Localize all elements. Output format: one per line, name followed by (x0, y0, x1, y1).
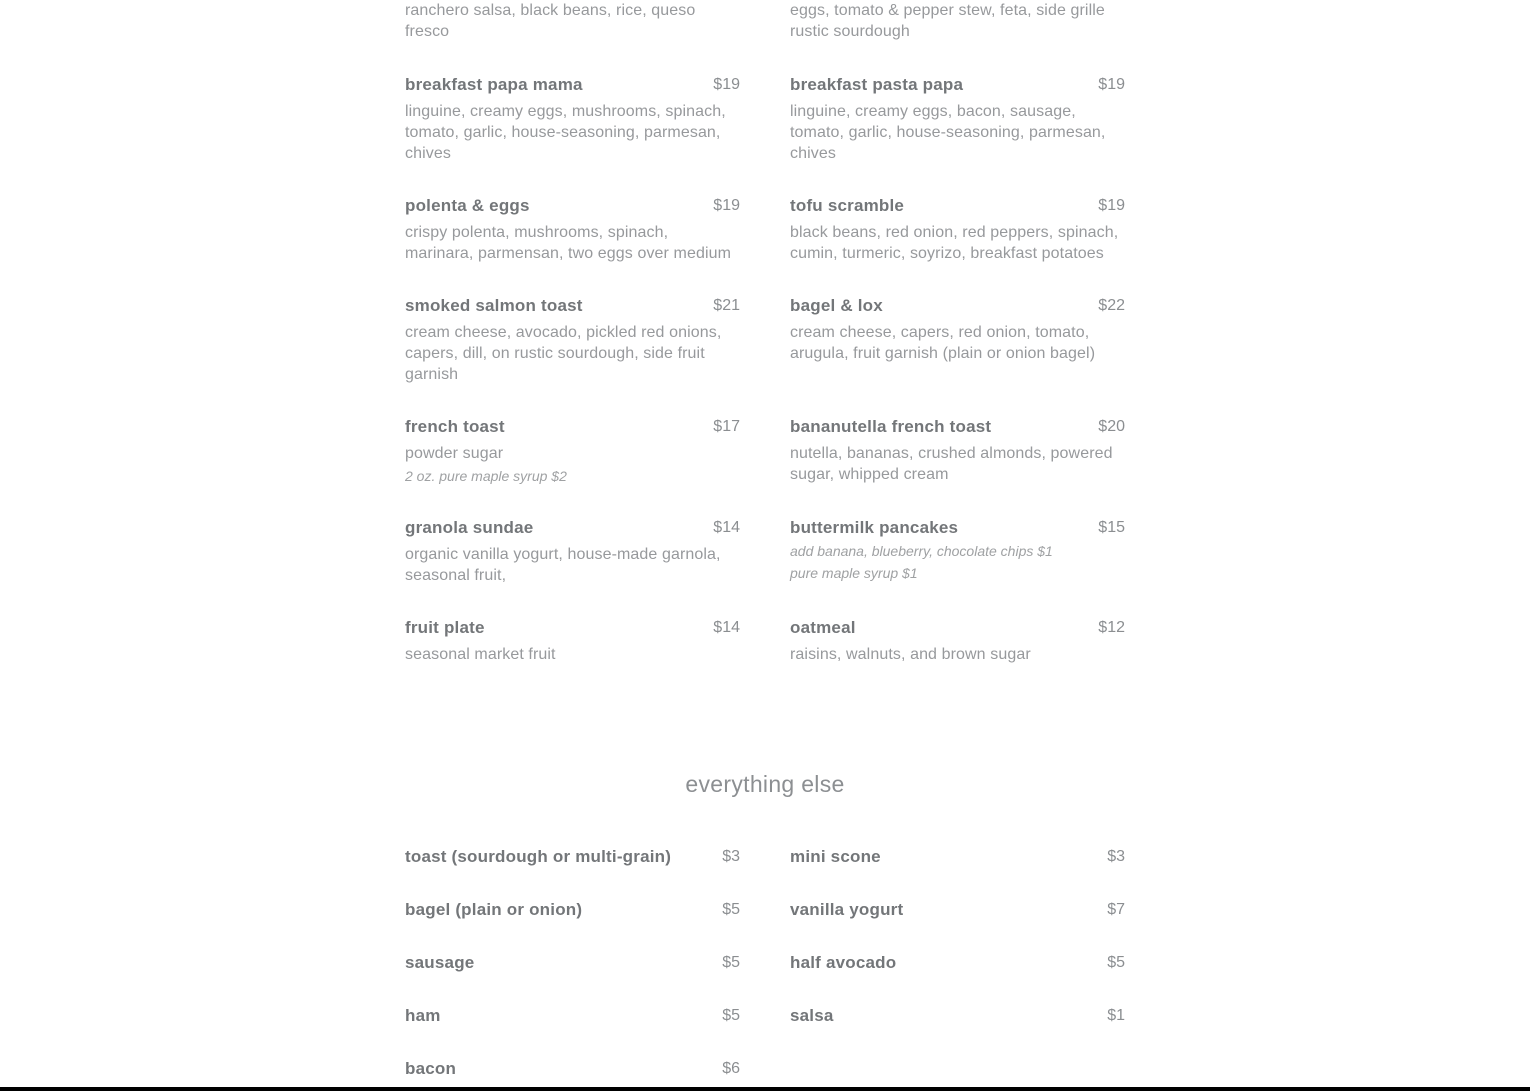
item-head (405, 1058, 740, 1080)
item-name: bacon (405, 1059, 457, 1078)
item-price: $19 (1098, 76, 1125, 93)
item-head (405, 295, 740, 317)
item-name: tofu scramble (790, 196, 905, 215)
item-head (405, 517, 740, 539)
item-price: $6 (722, 1060, 740, 1077)
menu-item-breakfast-papa-mama (405, 74, 740, 164)
item-price: $22 (1098, 297, 1125, 314)
item-description: cream cheese, avocado, pickled red onions, capers, dill, on rustic sourdough, side fruit garnish (405, 324, 722, 383)
item-price: $14 (713, 519, 740, 536)
item-description: raisins, walnuts, and brown sugar (790, 646, 1031, 663)
item-description: black beans, red onion, red peppers, spinach, cumin, turmeric, soyrizo, breakfast potatoes (790, 224, 1119, 262)
item-price: $7 (1107, 901, 1125, 918)
item-price: $12 (1098, 619, 1125, 636)
item-description: linguine, creamy eggs, mushrooms, spinach, tomato, garlic, house-seasoning, parmesan, chives (405, 103, 726, 162)
item-description: cream cheese, capers, red onion, tomato, arugula, fruit garnish (plain or onion bagel) (790, 324, 1096, 362)
menu-item-fruit-plate (405, 617, 740, 665)
item-price: $5 (722, 901, 740, 918)
menu-item-vanilla-yogurt (790, 899, 1125, 921)
item-note: pure maple syrup $1 (790, 565, 918, 581)
item-head (790, 1005, 1125, 1027)
item-price: $5 (722, 1007, 740, 1024)
item-name: smoked salmon toast (405, 296, 583, 315)
item-name: salsa (790, 1006, 834, 1025)
item-name: mini scone (790, 847, 881, 866)
item-price: $5 (722, 954, 740, 971)
menu-item-bacon (405, 1058, 740, 1080)
item-head (405, 952, 740, 974)
item-description: linguine, creamy eggs, bacon, sausage, tomato, garlic, house-seasoning, parmesan, chives (790, 103, 1106, 162)
bottom-edge-bar (0, 1087, 1530, 1091)
item-head (790, 952, 1125, 974)
menu-item-toast (405, 846, 740, 868)
item-name: bagel (plain or onion) (405, 900, 583, 919)
item-description: powder sugar (405, 445, 504, 462)
menu-item-bagel-lox (790, 295, 1125, 385)
item-name: sausage (405, 953, 475, 972)
item-name: bananutella french toast (790, 417, 992, 436)
item-description: eggs, tomato & pepper stew, feta, side grille rustic sourdough (790, 2, 1105, 40)
menu-item-smoked-salmon-toast (405, 295, 740, 385)
item-price: $15 (1098, 519, 1125, 536)
item-head (405, 74, 740, 96)
item-description: ranchero salsa, black beans, rice, queso fresco (405, 2, 696, 40)
item-name: oatmeal (790, 618, 856, 637)
breakfast-section (405, 74, 1125, 665)
item-name: polenta & eggs (405, 196, 530, 215)
menu-item-bananutella-french-toast (790, 416, 1125, 486)
item-name: ham (405, 1006, 441, 1025)
item-name: toast (sourdough or multi-grain) (405, 847, 672, 866)
item-name: breakfast papa mama (405, 75, 583, 94)
item-head (790, 295, 1125, 317)
menu-item-tofu-scramble (790, 195, 1125, 264)
item-head (790, 899, 1125, 921)
item-price: $19 (1098, 197, 1125, 214)
everything-else-section (405, 846, 1125, 1080)
item-description: crispy polenta, mushrooms, spinach, marinara, parmensan, two eggs over medium (405, 224, 732, 262)
item-note: 2 oz. pure maple syrup $2 (405, 468, 567, 484)
item-head (405, 416, 740, 438)
item-price: $20 (1098, 418, 1125, 435)
item-description: seasonal market fruit (405, 646, 556, 663)
item-price: $14 (713, 619, 740, 636)
menu-item-sausage (405, 952, 740, 974)
item-head (790, 846, 1125, 868)
item-head (790, 74, 1125, 96)
item-head (405, 617, 740, 639)
item-name: french toast (405, 417, 505, 436)
item-head (405, 1005, 740, 1027)
breakfast-partial-row (405, 0, 1125, 42)
item-head (790, 517, 1125, 539)
item-head (405, 195, 740, 217)
menu-page (405, 0, 1125, 1080)
menu-item-oatmeal (790, 617, 1125, 665)
item-price: $19 (713, 197, 740, 214)
item-name: fruit plate (405, 618, 485, 637)
item-head (790, 416, 1125, 438)
menu-item-polenta-eggs (405, 195, 740, 264)
section-header-everything-else: everything else (685, 771, 845, 797)
menu-item-buttermilk-pancakes (790, 517, 1125, 586)
menu-item-salsa (790, 1005, 1125, 1027)
item-price: $1 (1107, 1007, 1125, 1024)
menu-item-mini-scone (790, 846, 1125, 868)
item-name: granola sundae (405, 518, 534, 537)
item-head (405, 899, 740, 921)
item-name: bagel & lox (790, 296, 883, 315)
menu-item-ham (405, 1005, 740, 1027)
item-head (405, 846, 740, 868)
item-price: $19 (713, 76, 740, 93)
item-name: buttermilk pancakes (790, 518, 959, 537)
item-price: $5 (1107, 954, 1125, 971)
menu-item-half-avocado (790, 952, 1125, 974)
item-price: $3 (1107, 848, 1125, 865)
item-description: organic vanilla yogurt, house-made garnola, seasonal fruit, (405, 546, 721, 584)
item-price: $17 (713, 418, 740, 435)
item-name: breakfast pasta papa (790, 75, 964, 94)
item-price: $21 (713, 297, 740, 314)
item-head (790, 195, 1125, 217)
menu-item-granola-sundae (405, 517, 740, 586)
item-name: half avocado (790, 953, 897, 972)
menu-item-breakfast-pasta-papa (790, 74, 1125, 164)
item-price: $3 (722, 848, 740, 865)
empty-cell (790, 1058, 1125, 1080)
item-name: vanilla yogurt (790, 900, 904, 919)
menu-item-french-toast (405, 416, 740, 486)
item-description: nutella, bananas, crushed almonds, powered sugar, whipped cream (790, 445, 1113, 483)
item-head (790, 617, 1125, 639)
item-note: add banana, blueberry, chocolate chips $1 (790, 543, 1053, 559)
menu-item-bagel (405, 899, 740, 921)
